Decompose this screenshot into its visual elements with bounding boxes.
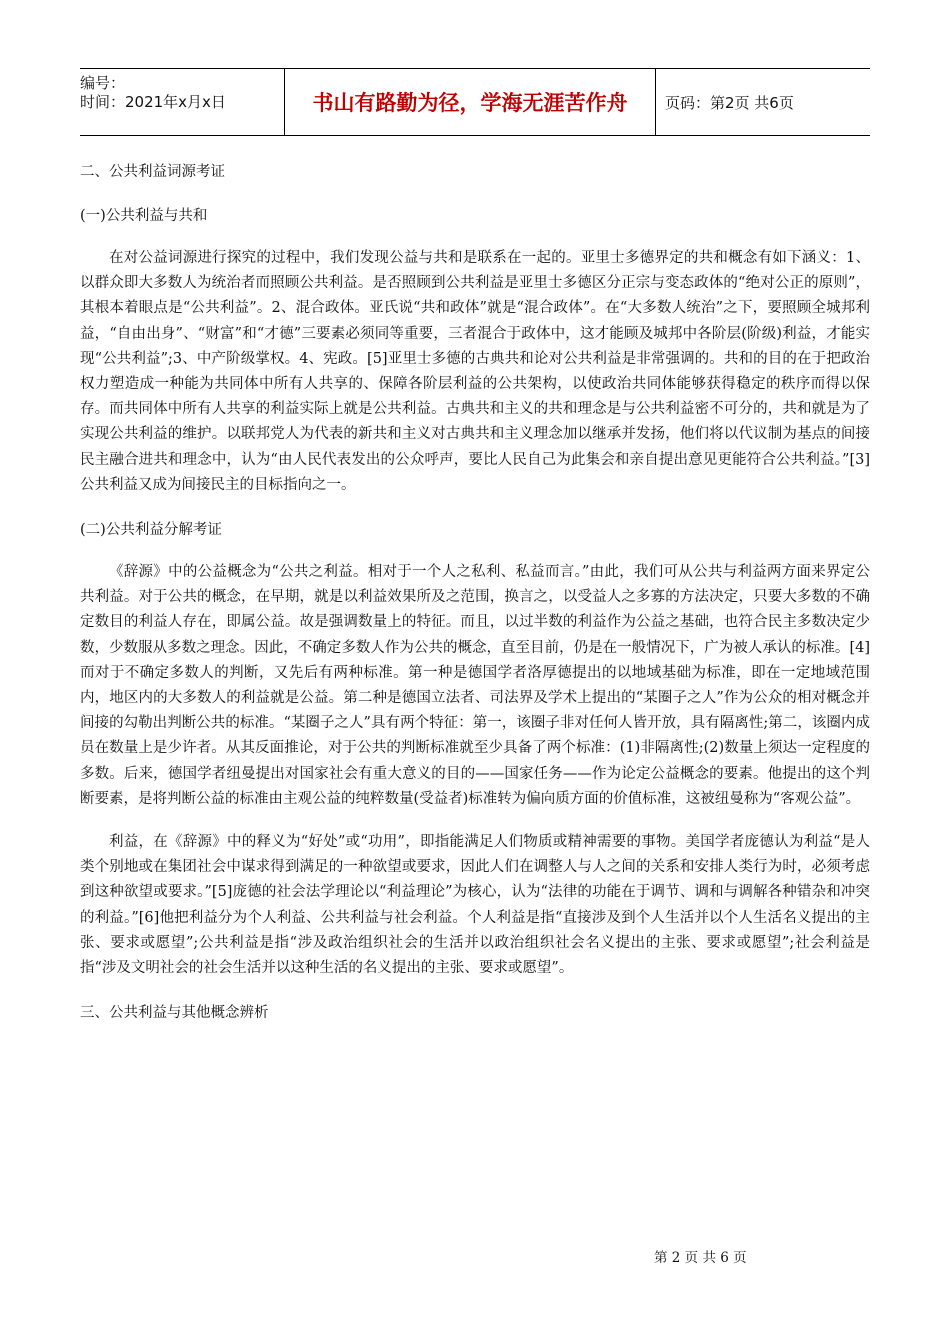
paragraph: 《辞源》中的公益概念为“公共之利益。相对于一个人之私利、私益而言。”由此，我们可从公共与利益两方面来界定公共利益。对于公共的概念，在早期，就是以利益效果所及之范围，换言之，以受益人之多寡的方法决定，只要大多数的不确定数目的利益人存在，即属公益。故是强调数量上的特征。而且，以过半数的利益作为公益之基础，也符合民主多数决定少数，少数服从多数之理念。因此，不确定多数人作为公共的概念，直至目前，仍是在一般情况下，广为被人承认的标准。[4]而对于不确定多数人的判断，又先后有两种标准。第一种是德国学者洛厚德提出的以地域基础为标准，即在一定地域范围内，地区内的大多数人的利益就是公益。第二种是德国立法者、司法界及学术上提出的“某圈子之人”作为公众的相对概念并间接的勾勒出判断公共的标准。“某圈子之人”具有两个特征：第一，该圈子非对任何人皆开放，具有隔离性;第二，该圈内成员在数量上是少许者。从其反面推论，对于公共的判断标准就至少具备了两个标准：(1)非隔离性;(2)数量上须达一定程度的多数。后来，德国学者纽曼提出对国家社会有重大意义的目的——国家任务——作为论定公益概念的要素。他提出的这个判断要素，是将判断公益的标准由主观公益的纯粹数量(受益者)标准转为偏向质方面的价值标准，这被纽曼称为“客观公益”。 (80, 564, 870, 807)
subsection-heading: (一)公共利益与共和 (80, 208, 208, 224)
header-page-number: 页码：第2页 共6页 (665, 93, 794, 112)
subsection-heading: (二)公共利益分解考证 (80, 522, 222, 539)
section-heading: 三、公共利益与其他概念辨析 (80, 1005, 269, 1022)
section-heading: 二、公共利益词源考证 (80, 164, 225, 180)
document-number-label: 编号： (80, 74, 126, 92)
header-motto: 书山有路勤为径，学海无涯苦作舟 (284, 69, 656, 135)
paragraph: 在对公益词源进行探究的过程中，我们发现公益与共和是联系在一起的。亚里士多德界定的共和概念有如下涵义：1、以群众即大多数人为统治者而照顾公共利益。是否照顾到公共利益是亚里士多德区分正宗与变态政体的“绝对公正的原则”，其根本着眼点是“公共利益”。2、混合政体。亚氏说“共和政体”就是“混合政体”。在“大多数人统治”之下，要照顾全城邦利益，“自由出身”、“财富”和“才德”三要素必须同等重要，三者混合于政体中，这才能顾及城邦中各阶层(阶级)利益，才能实现“公共利益”;3、中产阶级掌权。4、宪政。[5]亚里士多德的古典共和论对公共利益是非常强调的。共和的目的在于把政治权力塑造成一种能为共同体中所有人共享的、保障各阶层利益的公共架构，以使政治共同体能够获得稳定的秩序而得以保存。而共同体中所有人共享的利益实际上就是公共利益。古典共和主义的共和理念是与公共利益密不可分的，共和就是为了实现公共利益的维护。以联邦党人为代表的新共和主义对古典共和主义理念加以继承并发扬，他们将以代议制为基点的间接民主融合进共和理念中，认为“由人民代表发出的公众呼声，要比人民自己为此集会和亲自提出意见更能符合公共利益。”[3]公共利益又成为间接民主的目标指向之一。 (80, 250, 870, 493)
page-header (80, 68, 870, 136)
paragraph: 利益，在《辞源》中的释义为“好处”或“功用”，即指能满足人们物质或精神需要的事物。美国学者庞德认为利益“是人类个别地或在集团社会中谋求得到满足的一种欲望或要求，因此人们在调整人与人之间的关系和安排人类行为时，必须考虑到这种欲望或要求。”[5]庞德的社会法学理论以“利益理论”为核心，认为“法律的功能在于调节、调和与调解各种错杂和冲突的利益。”[6]他把利益分为个人利益、公共利益与社会利益。个人利益是指“直接涉及到个人生活并以个人生活名义提出的主张、要求或愿望”;公共利益是指“涉及政治组织社会的生活并以政治组织社会名义提出的主张、要求或愿望”;社会利益是指“涉及文明社会的社会生活并以这种生活的名义提出的主张、要求或愿望”。 (80, 834, 870, 977)
page-footer: 第 2 页 共 6 页 (654, 1250, 747, 1266)
document-date-label: 时间：2021年x月x日 (80, 93, 226, 111)
document-body (80, 158, 870, 1027)
header-meta (80, 69, 284, 135)
